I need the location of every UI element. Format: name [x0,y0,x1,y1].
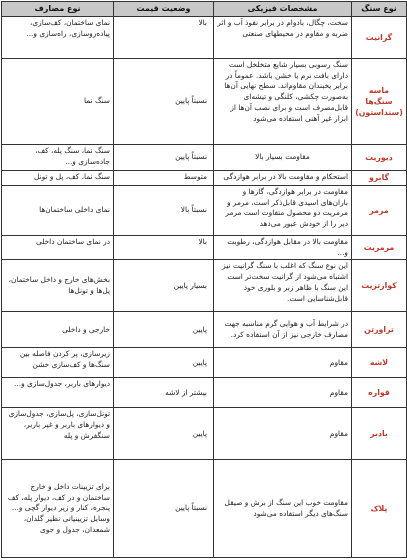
usage: نمای داخلی ساختمان‌ها [2,186,114,236]
price-status: پایین [114,408,214,460]
stone-types-table [1,1,407,558]
price-status: بالا [114,236,214,260]
price-status: پایین [114,348,214,378]
usage: سنگ نما [2,59,114,145]
usage: سنگ نما، سنگ پله، کف، جاده‌سازی و... [2,145,114,171]
table-row [2,348,407,378]
price-status: بالا [114,17,214,59]
physical-properties: مقاومت بالا در مقابل هوازدگی، رطوبت و... [214,236,352,260]
price-status: بیشتر از لاشه [114,378,214,408]
table-row [2,186,407,236]
usage: تونل‌سازی، پل‌سازی، جدول‌سازی و دیوارهای باربر و غیر باربر، سنگفرش و پله [2,408,114,460]
physical-properties: این نوع سنگ که اغلب با سنگ گرانیت نیز اشتباه می‌شود از گرانیت سخت‌تر است این سنگ با ظاهر زبر و بلوری خود قابل‌شناسایی است. [214,260,352,312]
usage: زیرسازی، پر کردن فاصله بین سنگ‌ها و کف‌سازی خشن [2,348,114,378]
stone-name: تراورتن [352,312,407,348]
header-physical-properties: مشخصات فیزیکی [214,2,352,17]
physical-properties: مقاومت بسیار بالا [214,145,352,171]
table-row [2,17,407,59]
header-usage-type: نوع مصارف [2,2,114,17]
stone-name: لاشه [352,348,407,378]
table-row [2,59,407,145]
physical-properties: مقاومت خوب این سنگ از برش و صیقل سنگ‌های دیگر استفاده می‌شود [214,460,352,558]
table-row [2,260,407,312]
stone-name: گرانیت [352,17,407,59]
usage: بخش‌های خارج و داخل ساختمان، پل‌ها و تونل‌ها [2,260,114,312]
header-stone-type: نوع سنگ [352,2,407,17]
stone-name: کوارتزیت [352,260,407,312]
stone-name: مرمریت [352,236,407,260]
header-price-status: وضعیت قیمت [114,2,214,17]
price-status: نسبتاً پایین [114,59,214,145]
usage: سنگ نما، کف، پل و تونل [2,171,114,186]
usage: نمای ساختمان، کف‌سازی، پیاده‌روسازی، راه‌سازی و... [2,17,114,59]
physical-properties: در شرایط آب و هوایی گرم مناسبه جهت مصارف خارجی نیز از آن استفاده کرد. [214,312,352,348]
price-status: نسبتاً بالا [114,186,214,236]
table-row [2,378,407,408]
physical-properties: مقاوم [214,348,352,378]
stone-name: بادبر [352,408,407,460]
price-status: نسبتاً پایین [114,460,214,558]
physical-properties: مقاوم [214,408,352,460]
physical-properties: مقاوم [214,378,352,408]
stone-name: گابرو [352,171,407,186]
usage: در نمای ساختمان داخلی [2,236,114,260]
stone-name: قواره [352,378,407,408]
price-status: متوسط [114,171,214,186]
table-row [2,145,407,171]
header-row [2,2,407,17]
table-row [2,236,407,260]
price-status: نسبتاً پایین [114,145,214,171]
stone-name: پلاک [352,460,407,558]
table-row [2,312,407,348]
stone-name: دیوریت [352,145,407,171]
physical-properties: استحکام و مقاومت بالا در برابر هوازدگی [214,171,352,186]
stone-name: ماسه سنگ‌ها (سنداستون) [352,59,407,145]
physical-properties: سخت، چگال، بادوام در برابر نفوذ آب و اثر ضربه و مقاوم در محیطهای صنعتی [214,17,352,59]
price-status: پایین [114,312,214,348]
usage: دیوارهای باربر، جدول‌سازی و... [2,378,114,408]
stone-name: مرمر [352,186,407,236]
table-row [2,408,407,460]
table-row [2,171,407,186]
table-row [2,460,407,558]
usage: برای تزیینات داخل و خارج ساختمان و در کف، دیوار پله، کف پنجره، کنار و زیر دیوار گچی و... وسایل تزیینیاتی نظیر گلدان، شمعدان، جدول و جوی [2,460,114,558]
physical-properties: مقاومت در برابر هوازدگی، گازها و باران‌های اسیدی قابل‌ذکر است، مرمر و مرمریت دو محصول متفاوت است مرمر دیر را از خودش عبور می‌دهد [214,186,352,236]
price-status: بسیار پایین [114,260,214,312]
physical-properties: سنگ رسوبی بسیار شایع متخلخل است دارای بافت نرم یا خشن باشد. عموماً در برابر یخبندان مقاوم‌اند. سطح نهایی آن‌ها به‌صورت چکشی، کلنگی و تیشه‌ای قابل‌مصرف است و برای نصب آن‌ها از ابزار غیر آهنی استفاده می‌شود [214,59,352,145]
usage: خارجی و داخلی [2,312,114,348]
